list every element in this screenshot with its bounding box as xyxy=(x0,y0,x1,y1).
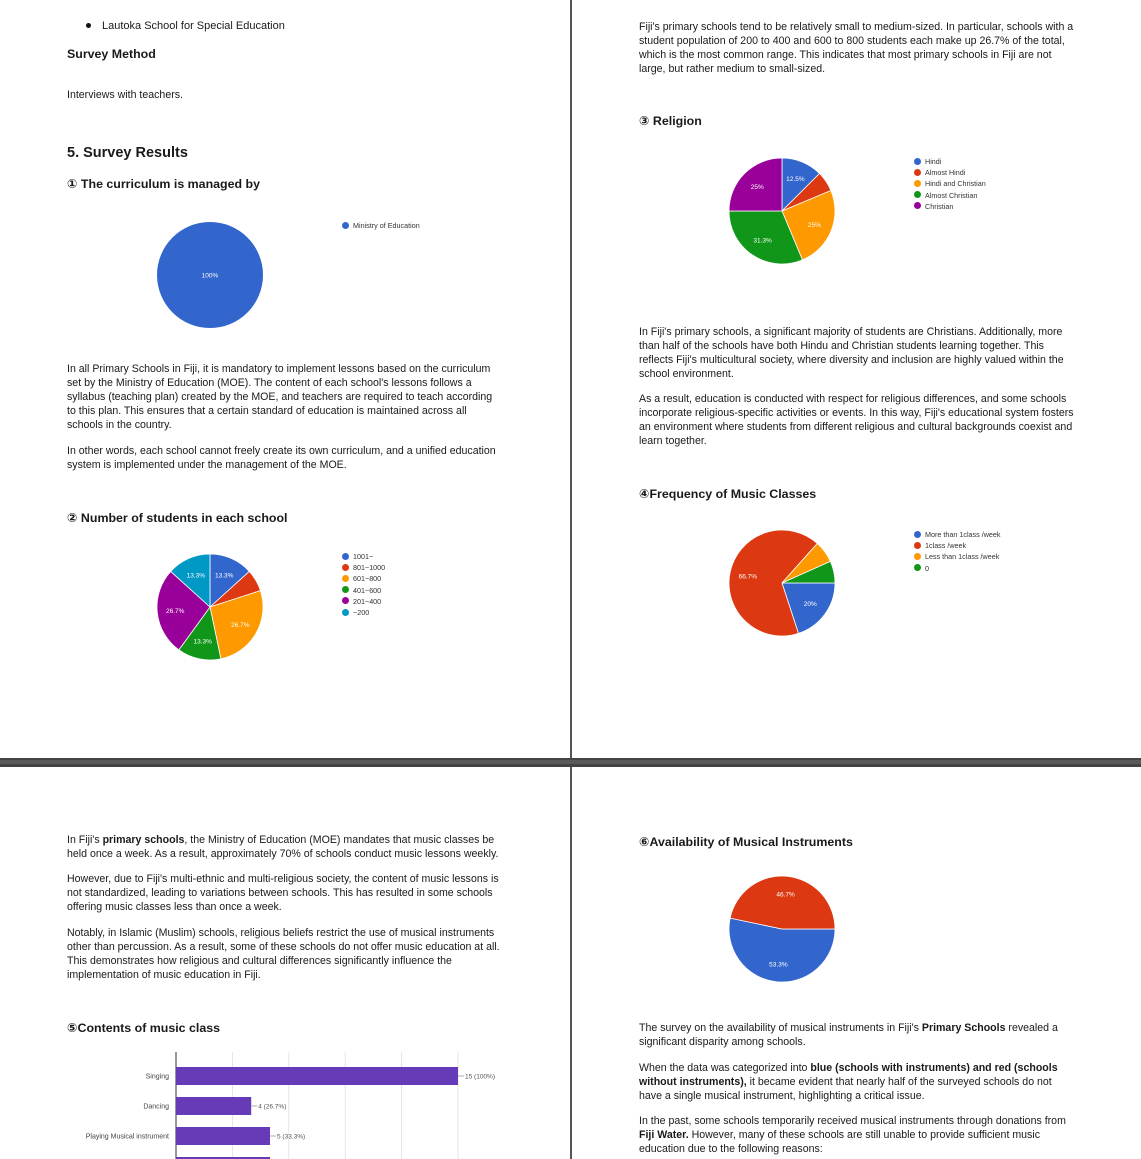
pie-label-with-instruments: 53.3% xyxy=(769,961,788,969)
legend-item-less-than-1class-week xyxy=(914,551,1001,562)
legend-item-almost-christian xyxy=(914,190,986,201)
pie-label-almost-christian: 31.3% xyxy=(753,237,772,245)
legend-swatch xyxy=(914,191,921,198)
legend-label: More than 1class /week xyxy=(925,530,1001,539)
legend-swatch xyxy=(342,575,349,582)
instruments-pie-chart xyxy=(712,867,872,992)
students-heading: ② Number of students in each school xyxy=(67,511,288,525)
legend-swatch xyxy=(342,553,349,560)
legend-swatch xyxy=(342,586,349,593)
page-3 xyxy=(0,767,570,1159)
legend-label: 0 xyxy=(925,563,929,573)
legend-label: Hindi xyxy=(925,157,942,166)
bar-singing xyxy=(176,1067,458,1085)
instruments-paragraph-1: The survey on the availability of musical instruments in Fiji's Primary Schools revealed a significant disparity among schools. xyxy=(639,1022,1058,1048)
legend-label: Almost Christian xyxy=(925,190,978,200)
school-bullet xyxy=(86,20,285,32)
curriculum-paragraph-2: In other words, each school cannot freely create its own curriculum, and a unified education system is implemented under the management of the MOE. xyxy=(67,445,496,471)
legend-item-0 xyxy=(914,563,1001,574)
legend-swatch xyxy=(342,597,349,604)
pie-label-ministry-of-education: 100% xyxy=(201,272,219,280)
bar-value-label: 15 (100%) xyxy=(465,1073,495,1081)
legend-swatch xyxy=(914,553,921,560)
legend-label: Almost Hindi xyxy=(925,168,966,178)
curriculum-legend xyxy=(342,220,420,231)
legend-swatch xyxy=(914,180,921,187)
bar-value-label: 4 (26.7%) xyxy=(258,1103,287,1111)
bar-playing-musical-instrument xyxy=(176,1127,270,1145)
religion-heading: ③ Religion xyxy=(639,114,702,128)
pie-label-christian: 25% xyxy=(750,183,764,191)
legend-item-christian xyxy=(914,201,986,212)
legend-label: 401~600 xyxy=(353,585,382,595)
legend-swatch xyxy=(914,202,921,209)
music-frequency-legend xyxy=(914,529,1001,574)
legend-item-more-than-1class-week xyxy=(914,529,1001,540)
religion-paragraph-1: In Fiji's primary schools, a significant majority of students are Christians. Additionally, more than half of the schools have both Hindu and Christian students learning together. This reflects Fiji's multicultural society, where diversity and inclusion are highly valued within the school environment. xyxy=(639,326,1064,380)
legend-swatch xyxy=(914,542,921,549)
pie-slice-without-instruments xyxy=(730,876,835,929)
page-2 xyxy=(572,0,1141,758)
legend-label: 201~400 xyxy=(353,596,382,606)
page-4 xyxy=(572,767,1141,1159)
legend-item-1001 xyxy=(342,551,385,562)
instruments-heading: ⑥Availability of Musical Instruments xyxy=(639,835,853,849)
pie-label-201-400: 26.7% xyxy=(165,608,185,616)
page-divider-vertical xyxy=(570,0,572,1159)
school-size-paragraph: Fiji's primary schools tend to be relatively small to medium-sized. In particular, schools with a student population of 200 to 400 and 600 to 800 students each make up 26.7% of the total, which is the most common range. This indicates that most primary schools in Fiji are not large, but rather medium to small-sized. xyxy=(639,21,1074,75)
legend-item-hindi xyxy=(914,156,986,167)
page-divider-horizontal xyxy=(0,758,1141,767)
music-frequency-pie-chart xyxy=(712,520,872,645)
legend-item-hindi-and-christian xyxy=(914,178,986,189)
legend-item-401-600 xyxy=(342,585,385,596)
legend-item-ministry-of-education xyxy=(342,220,420,231)
instruments-paragraph-3: In the past, some schools temporarily received musical instruments through donations from Fiji Water. However, many of these schools are still unable to provide sufficient music education due to the following reasons: xyxy=(639,1115,1066,1155)
legend-item-801-1000 xyxy=(342,562,385,573)
legend-label: Ministry of Education xyxy=(353,221,420,230)
legend-swatch xyxy=(914,531,921,538)
legend-swatch xyxy=(914,158,921,165)
religion-legend xyxy=(914,156,986,212)
pie-label-without-instruments: 46.7% xyxy=(776,891,795,899)
pie-label-more-than-1class-week: 20% xyxy=(803,601,817,608)
survey-method-text: Interviews with teachers. xyxy=(67,89,183,101)
bar-value-label: 5 (33.3%) xyxy=(277,1133,306,1141)
legend-label: 1001~ xyxy=(353,552,374,561)
music-contents-bar-chart xyxy=(0,1052,570,1159)
pie-label-1001: 13.3% xyxy=(214,572,234,580)
legend-label: ~200 xyxy=(353,607,370,617)
bullet-text: Lautoka School for Special Education xyxy=(102,20,285,32)
survey-method-heading: Survey Method xyxy=(67,47,156,61)
legend-swatch xyxy=(342,564,349,571)
bar-category-label: Playing Musical instrument xyxy=(85,1133,169,1141)
legend-label: 1class /week xyxy=(925,541,967,551)
music-contents-heading: ⑤Contents of music class xyxy=(67,1021,221,1035)
legend-swatch xyxy=(342,609,349,616)
legend-item-1class-week xyxy=(914,540,1001,551)
students-pie-chart xyxy=(140,540,300,670)
pie-label-401-600: 13.3% xyxy=(193,638,212,646)
islamic-schools-paragraph: Notably, in Islamic (Muslim) schools, religious beliefs restrict the use of musical instruments other than percussion. As a result, some of these schools do not offer music education at all. This demonstrates how religious and cultural differences significantly influence the implementation of music education in Fiji. xyxy=(67,927,500,981)
legend-item-601-800 xyxy=(342,573,385,584)
legend-item-201-400 xyxy=(342,596,385,607)
bullet-dot xyxy=(86,23,91,28)
pie-label-200: 13.3% xyxy=(186,572,206,580)
music-policy-paragraph: In Fiji's primary schools, the Ministry of Education (MOE) mandates that music classes be held once a week. As a result, approximately 70% of schools conduct music lessons weekly. xyxy=(67,834,499,860)
bar-dancing xyxy=(176,1097,251,1115)
legend-label: Christian xyxy=(925,201,954,211)
bar-category-label: Dancing xyxy=(143,1103,169,1111)
legend-swatch xyxy=(914,169,921,176)
legend-label: Hindi and Christian xyxy=(925,179,986,189)
students-legend xyxy=(342,551,385,618)
legend-label: 601~800 xyxy=(353,574,382,584)
bar-category-label: Singing xyxy=(145,1073,169,1081)
legend-item-almost-hindi xyxy=(914,167,986,178)
instruments-paragraph-2: When the data was categorized into blue (schools with instruments) and red (schools without instruments), it became evident that nearly half of the surveyed schools do not have a single musical instrument, highlighting a critical issue. xyxy=(639,1062,1058,1102)
music-frequency-heading: ④Frequency of Music Classes xyxy=(639,487,817,501)
pie-label-hindi-and-christian: 25% xyxy=(807,221,821,229)
legend-item-200 xyxy=(342,607,385,618)
religion-pie-chart xyxy=(712,150,872,270)
pie-label-1class-week: 66.7% xyxy=(738,573,758,581)
legend-label: 801~1000 xyxy=(353,563,386,573)
pie-label-hindi: 12.5% xyxy=(786,176,805,184)
page-1 xyxy=(0,0,570,758)
legend-swatch xyxy=(914,564,921,571)
music-variation-paragraph: However, due to Fiji's multi-ethnic and multi-religious society, the content of music lessons is not standardized, leading to variations between schools. This has resulted in some schools offering music classes less than once a week. xyxy=(67,873,499,913)
curriculum-heading: ① The curriculum is managed by xyxy=(67,177,260,191)
legend-label: Less than 1class /week xyxy=(925,552,1000,562)
religion-paragraph-2: As a result, education is conducted with respect for religious differences, and some schools incorporate religious-specific activities or events. In this way, Fiji's educational system fosters an environment where students from different religious and cultural backgrounds coexist and learn together. xyxy=(639,393,1074,447)
legend-swatch xyxy=(342,222,349,229)
curriculum-paragraph-1: In all Primary Schools in Fiji, it is mandatory to implement lessons based on the curriculum set by the Ministry of Education (MOE). The content of each school's lessons follows a syllabus (teaching plan) created by the MOE, and teachers are required to teach according to this plan. This ensures that a certain standard of education is maintained across all schools in the country. xyxy=(67,363,493,431)
pie-label-601-800: 26.7% xyxy=(231,622,250,629)
survey-results-heading: 5. Survey Results xyxy=(67,145,188,161)
